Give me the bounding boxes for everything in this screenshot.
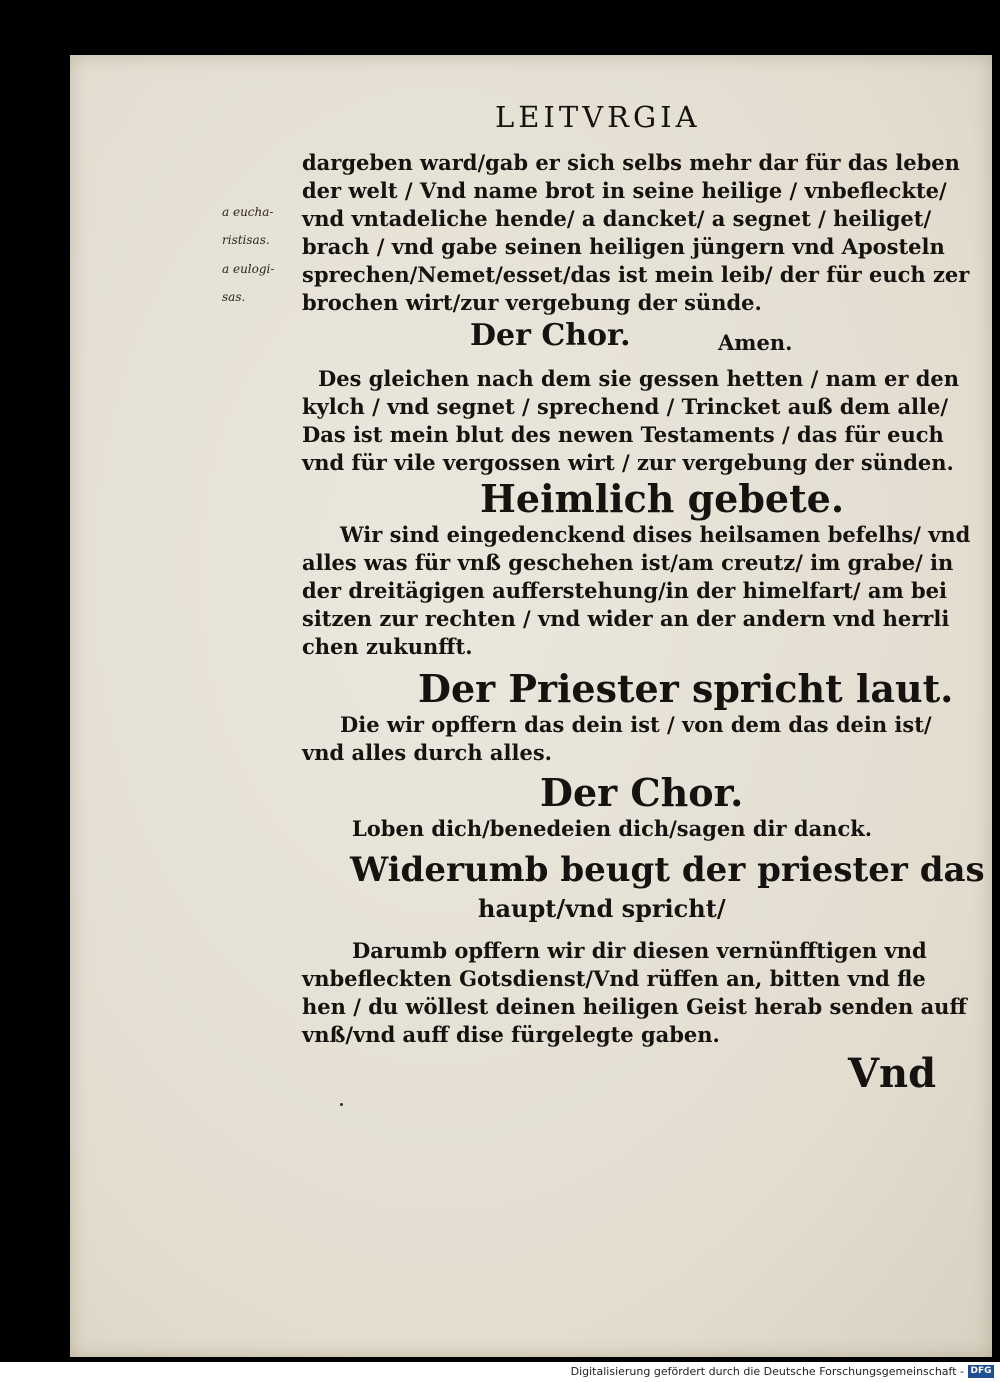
text-line: alles was für vnß geschehen ist/am creutz/ im grabe/ in bbox=[302, 550, 954, 575]
text-line: sprechen/Nemet/esset/das ist mein leib/ der für euch zer bbox=[302, 262, 970, 287]
footer-bar bbox=[0, 1362, 1000, 1382]
text-line: Wir sind eingedenckend dises heilsamen befelhs/ vnd bbox=[340, 522, 971, 547]
section-heading-gebete: Heimlich gebete. bbox=[480, 476, 845, 521]
text-line: sitzen zur rechten / vnd wider an der andern vnd herrli bbox=[302, 606, 950, 631]
text-line: Das ist mein blut des newen Testaments / das für euch bbox=[302, 422, 944, 447]
margin-note: a eulogi- bbox=[222, 262, 275, 276]
margin-note: sas. bbox=[222, 290, 246, 304]
text-line: Loben dich/benedeien dich/sagen dir danck. bbox=[352, 816, 873, 841]
text-line: Die wir opffern das dein ist / von dem das dein ist/ bbox=[340, 712, 932, 737]
running-header: LEITVRGIA bbox=[495, 100, 701, 134]
margin-note: ristisas. bbox=[222, 233, 270, 247]
ink-speck bbox=[340, 1103, 343, 1106]
text-line: brach / vnd gabe seinen heiligen jüngern vnd Aposteln bbox=[302, 234, 945, 259]
section-heading-widerumb-2: haupt/vnd spricht/ bbox=[478, 894, 726, 923]
text-line: Des gleichen nach dem sie gessen hetten / nam er den bbox=[318, 366, 960, 391]
amen-text: Amen. bbox=[718, 330, 793, 355]
section-heading-chor: Der Chor. bbox=[470, 318, 631, 353]
text-line: der welt / Vnd name brot in seine heilige / vnbefleckte/ bbox=[302, 178, 947, 203]
text-line: der dreitägigen aufferstehung/in der himelfart/ am bei bbox=[302, 578, 948, 603]
text-line: vnd alles durch alles. bbox=[302, 740, 552, 765]
margin-note: a eucha- bbox=[222, 205, 274, 219]
text-line: vnd für vile vergossen wirt / zur vergebung der sünden. bbox=[302, 450, 954, 475]
text-line: hen / du wöllest deinen heiligen Geist herab senden auff bbox=[302, 994, 967, 1019]
text-line: Darumb opffern wir dir diesen vernünfftigen vnd bbox=[352, 938, 927, 963]
text-line: vnbefleckten Gotsdienst/Vnd rüffen an, bitten vnd fle bbox=[302, 966, 926, 991]
funding-notice: Digitalisierung gefördert durch die Deutsche Forschungsgemeinschaft - bbox=[570, 1365, 964, 1378]
section-heading-widerumb: Widerumb beugt der priester das bbox=[350, 850, 985, 890]
text-line: brochen wirt/zur vergebung der sünde. bbox=[302, 290, 762, 315]
catchword: Vnd bbox=[848, 1050, 937, 1097]
section-heading-priester: Der Priester spricht laut. bbox=[418, 666, 954, 711]
text-line: vnd vntadeliche hende/ a dancket/ a segnet / heiliget/ bbox=[302, 206, 932, 231]
text-line: kylch / vnd segnet / sprechend / Trincket auß dem alle/ bbox=[302, 394, 949, 419]
dfg-logo-icon: DFG bbox=[968, 1365, 994, 1378]
text-line: vnß/vnd auff dise fürgelegte gaben. bbox=[302, 1022, 720, 1047]
text-line: dargeben ward/gab er sich selbs mehr dar für das leben bbox=[302, 150, 960, 175]
text-line: chen zukunfft. bbox=[302, 634, 473, 659]
section-heading-chor-2: Der Chor. bbox=[540, 770, 744, 815]
